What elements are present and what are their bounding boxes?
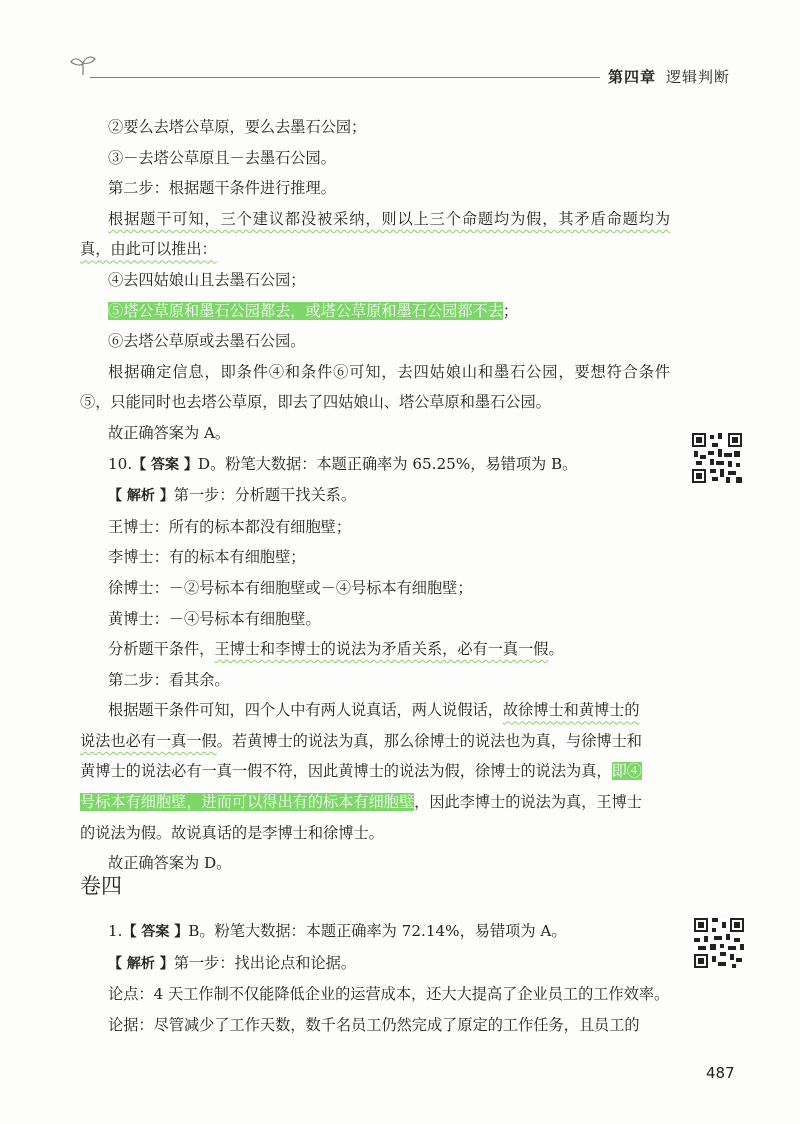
- text-line: ⑤，只能同时也去塔公草原，即去了四姑娘山、塔公草原和墨石公园。: [80, 393, 551, 412]
- text-fragment: 。: [548, 640, 564, 659]
- text-line: [80, 296, 670, 327]
- text-line: 论点：4 天工作制不仅能降低企业的运营成本，还大大提高了企业员工的工作效率。: [108, 985, 670, 1004]
- question-number: 1.: [108, 922, 123, 940]
- page-body: [80, 112, 670, 879]
- analysis-text: 第一步：找出论点和论据。: [173, 953, 356, 972]
- text-line: 论据：尽管减少了工作天数，数千名员工仍然完成了原定的工作任务，且员工的: [108, 1015, 640, 1034]
- wavy-text: 说法也必有一真一假: [80, 731, 217, 750]
- text-line: [80, 756, 670, 787]
- section-body: [80, 916, 670, 1040]
- analysis-tag: 【 解析 】: [108, 488, 174, 505]
- text-line: 李博士：有的标本有细胞壁；: [108, 548, 306, 567]
- sprout-icon: [70, 54, 96, 76]
- analysis-line: [80, 948, 670, 980]
- text-line: 黄博士：－④号标本有细胞壁。: [108, 609, 321, 628]
- wavy-text: 王博士和李博士的说法为矛盾关系，必有一真一假: [214, 640, 549, 659]
- text-fragment: ，因此李博士的说法为真，王博士: [414, 793, 642, 812]
- text-line: 根据题干可知，三个建议都没被采纳，则以上三个命题均为假，其矛盾命题均为: [108, 209, 670, 228]
- text-line: 王博士：所有的标本都没有细胞壁；: [108, 517, 351, 536]
- answer-tag: 【 答案 】: [122, 924, 189, 940]
- answer-line: [80, 449, 670, 481]
- wavy-text: 真，由此可以推出：: [80, 240, 217, 259]
- analysis-tag: 【 解析 】: [108, 955, 174, 972]
- text-line: [80, 695, 670, 726]
- section-title: 卷四: [80, 874, 122, 898]
- answer-line: [80, 916, 670, 948]
- text-line: ④去四姑娘山且去墨石公园；: [108, 270, 306, 289]
- qr-code-icon[interactable]: [692, 433, 742, 483]
- page-number: 487: [706, 1064, 735, 1082]
- text-line: 的说法为假。故说真话的是李博士和徐博士。: [80, 823, 384, 842]
- highlighted-text: 号标本有细胞壁，进而可以得出有的标本有细胞壁: [80, 793, 415, 812]
- text-line: 徐博士：－②号标本有细胞壁或－④号标本有细胞壁；: [108, 578, 473, 597]
- text-line: 第二步：看其余。: [108, 670, 230, 689]
- text-line: 根据确定信息，即条件④和条件⑥可知，去四姑娘山和墨石公园，要想符合条件: [108, 362, 670, 381]
- answer-text: B。粉笔大数据：本题正确率为 72.14%，易错项为 A。: [188, 922, 567, 940]
- text-line: ③－去塔公草原且－去墨石公园。: [108, 148, 336, 167]
- text-line: 第二步：根据题干条件进行推理。: [108, 179, 336, 198]
- text-line: [80, 634, 670, 665]
- text-line: 故正确答案为 D。: [108, 854, 232, 873]
- header-rule: [90, 77, 600, 78]
- analysis-text: 第一步：分析题干找关系。: [173, 486, 356, 505]
- text-fragment: 黄博士的说法必有一真一假不符，因此黄博士的说法为假，徐博士的说法为真，: [80, 762, 612, 781]
- highlight-mark: ⑤: [108, 301, 124, 320]
- question-number: 10.: [108, 454, 133, 473]
- wavy-text: 故徐博士和黄博士的: [502, 701, 640, 720]
- text-line: 故正确答案为 A。: [108, 423, 231, 442]
- chapter-title: 逻辑判断: [666, 68, 731, 86]
- text-line: ②要么去塔公草原，要么去墨石公园；: [108, 118, 367, 136]
- text-line: [80, 234, 670, 265]
- page-header: [0, 0, 800, 100]
- answer-text: D。粉笔大数据：本题正确率为 65.25%，易错项为 B。: [197, 454, 578, 473]
- highlighted-text: 即④: [611, 762, 642, 781]
- text-line: [80, 726, 670, 757]
- text-line: ⑥去塔公草原或去墨石公园。: [108, 332, 306, 351]
- text-fragment: 分析题干条件，: [108, 640, 215, 659]
- highlighted-text: 塔公草原和墨石公园都去，或塔公草原和墨石公园都不去: [123, 301, 503, 320]
- text-line: [80, 787, 670, 818]
- text-fragment: 。若黄博士的说法为真，那么徐博士的说法也为真，与徐博士和: [216, 731, 642, 750]
- text-fragment: ；: [502, 301, 519, 320]
- qr-code-icon[interactable]: [694, 918, 744, 968]
- chapter-heading: [608, 66, 730, 87]
- analysis-line: [80, 480, 670, 512]
- text-fragment: 根据题干条件可知，四个人中有两人说真话，两人说假话，: [108, 701, 503, 720]
- answer-tag: 【 答案 】: [132, 456, 198, 473]
- chapter-number: 第四章: [608, 68, 657, 86]
